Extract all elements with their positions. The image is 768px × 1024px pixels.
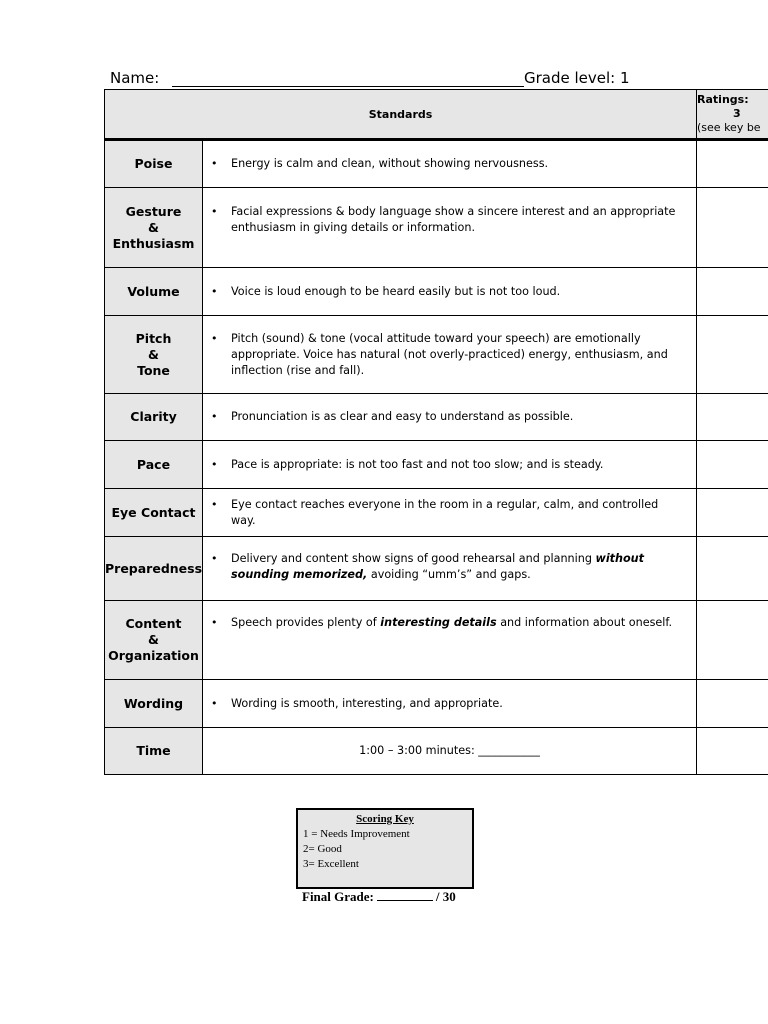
header-line [110, 69, 768, 91]
rating-cell[interactable] [697, 441, 768, 489]
category-cell: Pace [105, 441, 203, 489]
rubric-row-volume [105, 268, 768, 316]
category-cell: Clarity [105, 394, 203, 441]
bullet-icon: • [211, 157, 218, 170]
name-label: Name: [110, 69, 160, 87]
rubric-row-poise [105, 140, 768, 188]
standard-text: Pace is appropriate: is not too fast and not too slow; and is steady. [231, 457, 604, 471]
standard-cell [203, 680, 697, 728]
standard-text: Facial expressions & body language show a sincere interest and an appropriate enthusiasm in giving details or information. [231, 205, 676, 234]
category-cell: Gesture & Enthusiasm [105, 188, 203, 268]
rubric-header-row [105, 90, 768, 140]
standard-cell [203, 441, 697, 489]
final-grade-denominator: / 30 [435, 889, 456, 904]
standard-text-part: and information about oneself. [496, 616, 673, 629]
scoring-key-title: Scoring Key [356, 813, 414, 825]
category-cell: Eye Contact [105, 489, 203, 537]
category-cell: Poise [105, 140, 203, 188]
ratings-header-note: (see key be [697, 121, 761, 134]
standard-cell [203, 394, 697, 441]
standard-text-part: Delivery and content show signs of good rehearsal and planning [231, 552, 596, 565]
category-cell: Time [105, 728, 203, 775]
category-cell: Volume [105, 268, 203, 316]
name-blank-line[interactable] [172, 86, 524, 87]
rating-cell[interactable] [697, 601, 768, 680]
bullet-icon: • [211, 552, 218, 565]
standard-text [231, 551, 684, 583]
bullet-icon: • [211, 331, 218, 345]
standard-text-emphasis: without sounding memorized, [231, 552, 644, 581]
grade-level-label: Grade level: 1 [524, 69, 630, 87]
standard-cell [203, 601, 697, 680]
rating-cell[interactable] [697, 489, 768, 537]
final-grade-label: Final Grade: [302, 889, 374, 904]
standard-text-part: avoiding “umm’s” and gaps. [367, 568, 531, 581]
bullet-icon: • [211, 284, 218, 298]
category-cell: Preparedness [105, 537, 203, 601]
standard-text-emphasis: interesting details [380, 616, 497, 629]
bullet-icon: • [211, 410, 218, 423]
final-grade-blank[interactable] [377, 900, 433, 901]
ratings-header [697, 90, 768, 140]
rubric-row-clarity [105, 394, 768, 441]
category-cell: Wording [105, 680, 203, 728]
rating-cell[interactable] [697, 188, 768, 268]
standard-text [231, 615, 684, 631]
rubric-row-content [105, 601, 768, 680]
category-cell: Pitch & Tone [105, 316, 203, 394]
rubric-row-time [105, 728, 768, 775]
time-cell: 1:00 – 3:00 minutes: ___________ [203, 728, 697, 775]
scoring-key-box [296, 808, 474, 889]
rating-cell[interactable] [697, 316, 768, 394]
rubric-row-preparedness [105, 537, 768, 601]
ratings-header-title: Ratings: [697, 93, 749, 106]
final-grade [302, 889, 456, 905]
standard-text: Wording is smooth, interesting, and appropriate. [231, 696, 503, 710]
rating-cell[interactable] [697, 268, 768, 316]
scoring-key-item: 1 = Needs Improvement [303, 828, 410, 840]
bullet-icon: • [211, 616, 218, 629]
standard-text-part: Speech provides plenty of [231, 616, 381, 629]
rating-cell[interactable] [697, 680, 768, 728]
standard-cell [203, 316, 697, 394]
rating-cell[interactable] [697, 537, 768, 601]
bullet-icon: • [211, 696, 218, 710]
standard-text: Pronunciation is as clear and easy to understand as possible. [231, 410, 574, 423]
rubric-row-pitch [105, 316, 768, 394]
rating-cell[interactable] [697, 140, 768, 188]
standard-text: Energy is calm and clean, without showing nervousness. [231, 157, 549, 170]
bullet-icon: • [211, 457, 218, 471]
standard-cell [203, 188, 697, 268]
standard-cell [203, 268, 697, 316]
standard-text: Voice is loud enough to be heard easily but is not too loud. [231, 284, 561, 298]
ratings-header-max: 3 [733, 107, 741, 120]
rubric-row-eye-contact [105, 489, 768, 537]
rubric-row-wording [105, 680, 768, 728]
category-cell: Content & Organization [105, 601, 203, 680]
rubric-row-pace [105, 441, 768, 489]
standard-text: Pitch (sound) & tone (vocal attitude toward your speech) are emotionally appropriate. Voice has natural (not overly-practiced) energy, enthusiasm, and inflection (rise and fall). [231, 331, 668, 377]
bullet-icon: • [211, 205, 218, 218]
rating-cell[interactable] [697, 394, 768, 441]
standard-cell [203, 140, 697, 188]
standards-header: Standards [105, 90, 697, 140]
scoring-key-item: 2= Good [303, 843, 342, 855]
rating-cell[interactable] [697, 728, 768, 775]
standard-text: Eye contact reaches everyone in the room in a regular, calm, and controlled way. [231, 497, 659, 527]
rubric-row-gesture [105, 188, 768, 268]
rubric-table [104, 89, 768, 775]
scoring-key-item: 3= Excellent [303, 858, 359, 870]
bullet-icon: • [211, 497, 218, 511]
standard-cell [203, 537, 697, 601]
standard-cell [203, 489, 697, 537]
